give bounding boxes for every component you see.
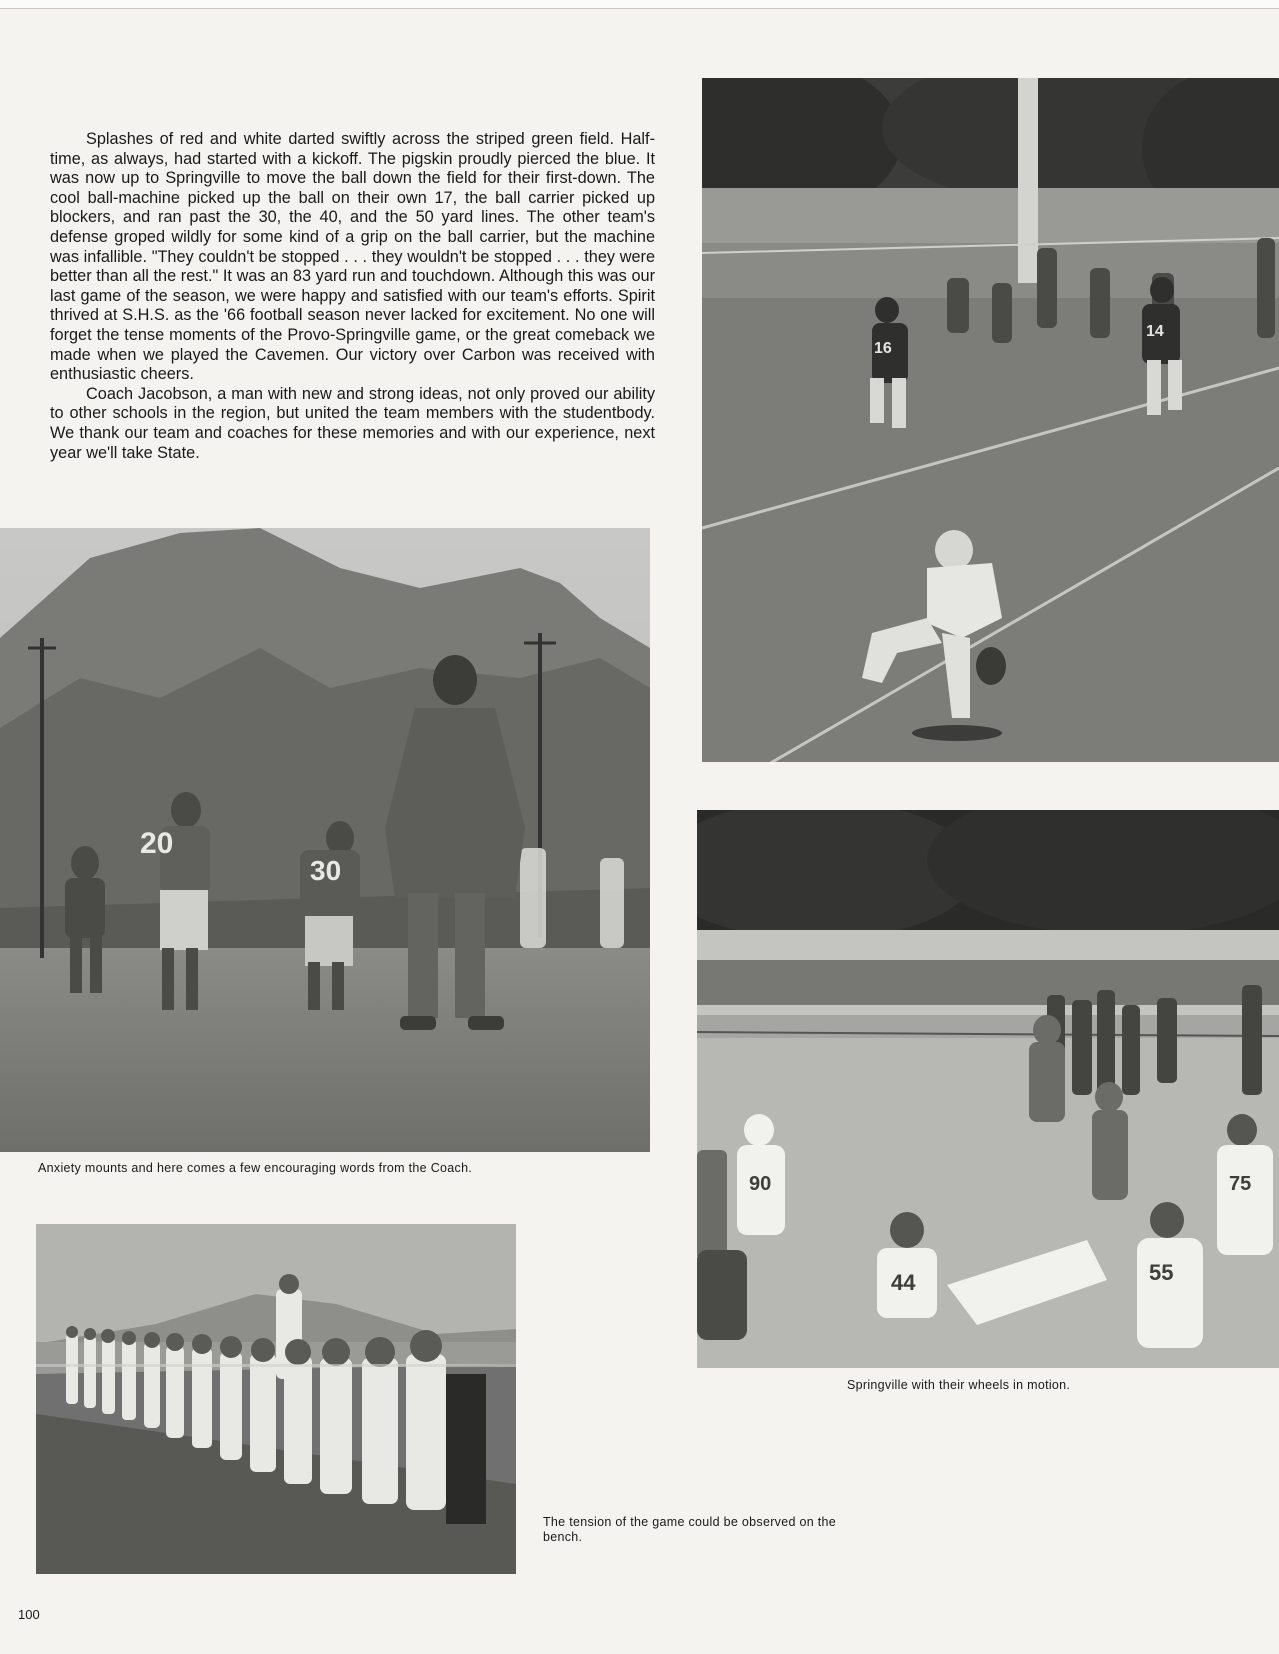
jersey-number: 75 (1229, 1173, 1252, 1195)
caption-wheels-in-motion: Springville with their wheels in motion. (847, 1378, 1071, 1392)
caption-coach: Anxiety mounts and here comes a few encouraging words from the Coach. (38, 1161, 473, 1175)
article-text (50, 130, 655, 463)
article-paragraph-1: Splashes of red and white darted swiftly across the striped green field. Half-time, as always, had started with a kickoff. The pigskin proudly pierced the blue. It was now up to Springville to move the ball down the field for their first-down. The cool ball-machine picked up the ball on their own 17, the ball carrier picked up blockers, and ran past the 30, the 40, and the 50 yard lines. The other team's defense groped wildly for some kind of a grip on the ball carrier, but the machine was infallible. "They couldn't be stopped . . . they wouldn't be stopped . . . they were better than all the rest." It was an 83 yard run and touchdown. Although this was our last game of the season, we were happy and satisfied with our team's efforts. Spirit thrived at S.H.S. as the '66 football season never lacked for excitement. No one will forget the tense moments of the Provo-Springville game, or the great comeback we made when we played the Cavemen. Our victory over Carbon was received with enthusiastic cheers. (50, 130, 655, 384)
photo-coach-sideline (0, 528, 650, 1152)
article-paragraph-2: Coach Jacobson, a man with new and strong ideas, not only proved our ability to other schools in the region, but united the team members with the studentbody. We thank our team and coaches for these memories and with our experience, next year we'll take State. (50, 384, 655, 462)
jersey-number: 20 (140, 827, 174, 860)
jersey-number: 30 (310, 855, 342, 886)
jersey-number: 44 (891, 1270, 916, 1295)
jersey-number: 16 (874, 340, 892, 357)
page-top-edge (0, 0, 1279, 9)
jersey-number: 55 (1149, 1260, 1174, 1285)
jersey-number: 90 (749, 1173, 772, 1195)
caption-bench: The tension of the game could be observed on the bench. (543, 1515, 837, 1544)
jersey-number: 14 (1146, 323, 1164, 340)
page-number: 100 (18, 1607, 40, 1622)
photo-bench (36, 1224, 516, 1574)
photo-kickoff (702, 78, 1279, 762)
photo-wheels-in-motion (697, 810, 1279, 1368)
